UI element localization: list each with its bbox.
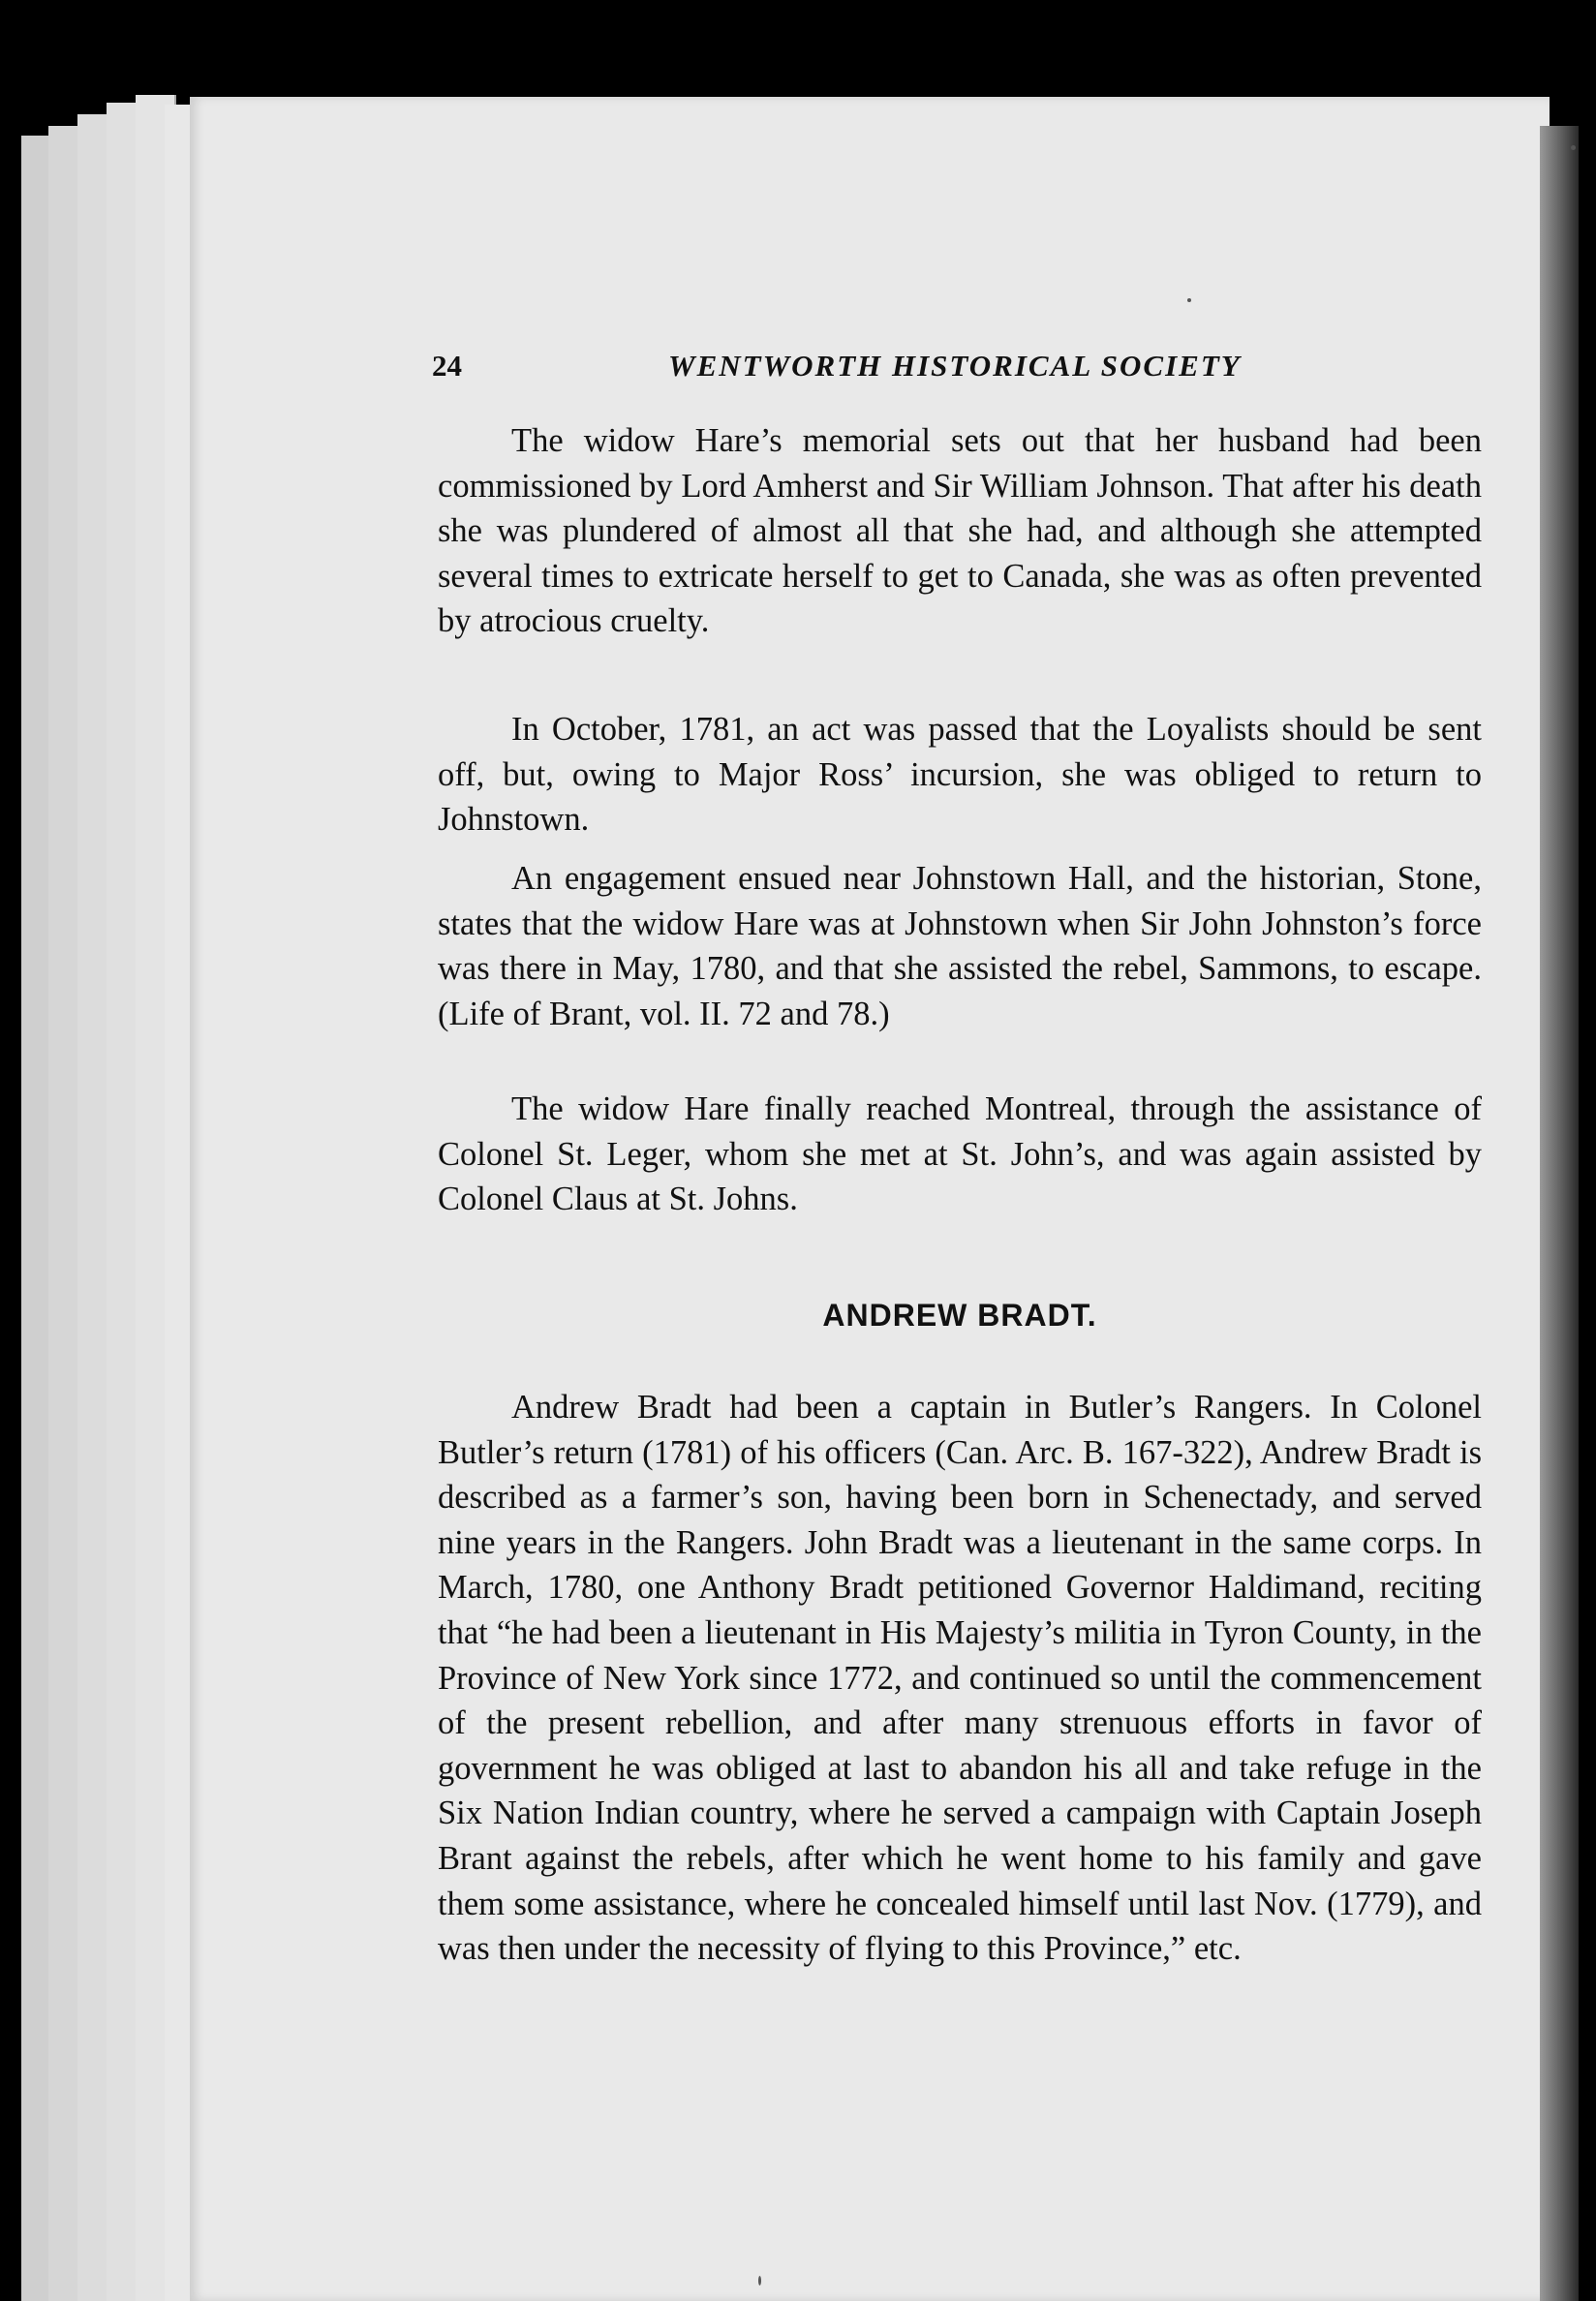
paragraph-act-passed bbox=[438, 707, 1482, 843]
paragraph-text: The widow Hare finally reached Montreal, through the assistance of Colonel St. Leger, whom she met at St. John’s, and was again assisted by Colonel Claus at St. Johns. bbox=[438, 1090, 1482, 1218]
paragraph-memorial bbox=[438, 418, 1482, 644]
page-number: 24 bbox=[432, 349, 462, 383]
paragraph-andrew-bradt bbox=[438, 1385, 1482, 1972]
speck bbox=[1571, 145, 1576, 150]
section-heading: ANDREW BRADT. bbox=[822, 1298, 1097, 1333]
journal-title: WENTWORTH HISTORICAL SOCIETY bbox=[668, 349, 1242, 383]
binding-shadow bbox=[1540, 126, 1579, 2301]
paragraph-text: Andrew Bradt had been a captain in Butler’s Rangers. In Colonel Butler’s return (1781) of his officers (Can. Arc. B. 167-322), Andrew Bradt is described as a farmer’s son, having been born in Schenectady, and served nine years in the Rangers. John Bradt was a lieutenant in the same corps. In March, 1780, one Anthony Bradt petitioned Governor Haldimand, reciting that “he had been a lieutenant in His Majesty’s militia in Tyron County, in the Province of New York since 1772, and continued so until the commencement of the present rebellion, and after many strenuous efforts in favor of government he was obliged at last to abandon his all and take refuge in the Six Nation Indian country, where he served a campaign with Captain Joseph Brant against the rebels, after which he went home to his family and gave them some assistance, where he concealed himself until last Nov. (1779), and was then under the necessity of flying to this Province,” etc. bbox=[438, 1389, 1482, 1968]
paragraph-text: In October, 1781, an act was passed that the Loyalists should be sent off, but, owing to Major Ross’ incursion, she was obliged to return to Johnstown. bbox=[438, 711, 1482, 839]
paragraph-engagement bbox=[438, 856, 1482, 1036]
paragraph-text: An engagement ensued near Johnstown Hall, and the historian, Stone, states that the widow Hare was at Johnstown when Sir John Johnston’s force was there in May, 1780, and that she assisted the rebel, Sammons, to escape. (Life of Brant, vol. II. 72 and 78.) bbox=[438, 860, 1482, 1032]
speck bbox=[758, 2276, 761, 2286]
paragraph-text: The widow Hare’s memorial sets out that her husband had been commissioned by Lord Amherst and Sir William Johnson. That after his death she was plundered of almost all that she had, and although she attempted several times to extricate herself to get to Canada, she was as often prevented by atrocious cruelty. bbox=[438, 422, 1482, 640]
speck bbox=[1187, 298, 1191, 302]
running-head bbox=[432, 349, 1449, 397]
paragraph-montreal bbox=[438, 1087, 1482, 1222]
